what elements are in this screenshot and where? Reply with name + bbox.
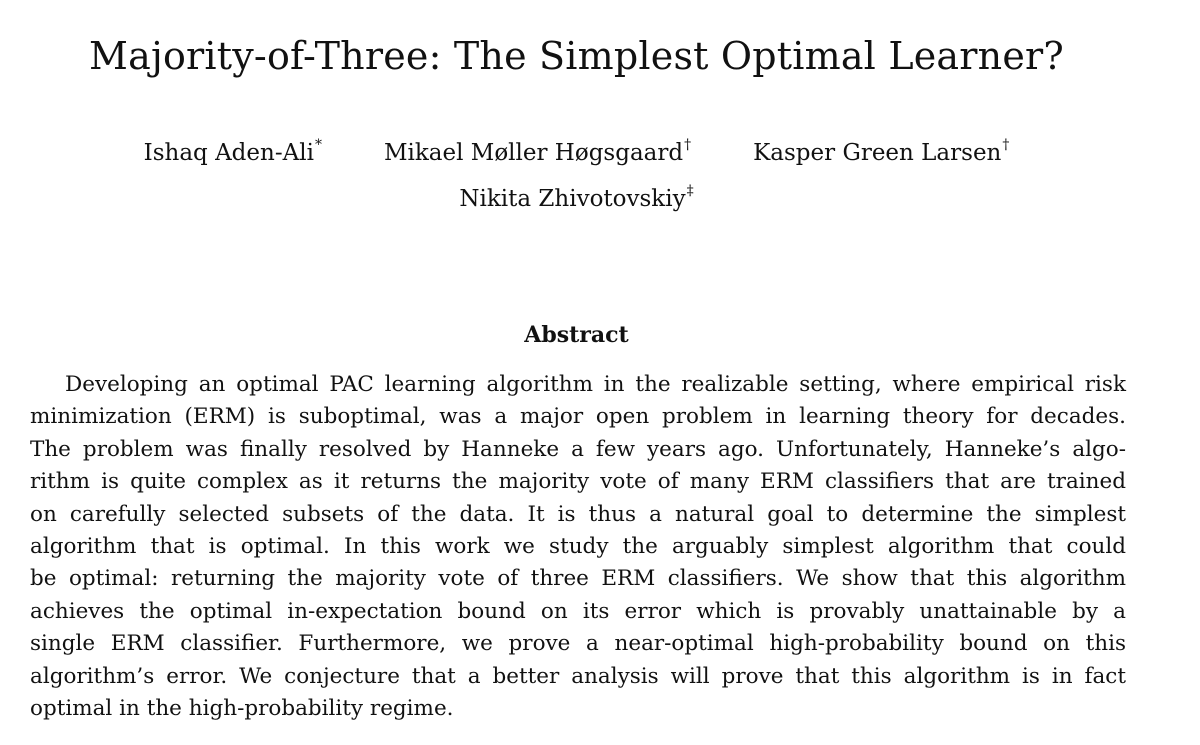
abstract-line: minimization (ERM) is suboptimal, was a major open problem in learning theory for decades.: [30, 404, 1126, 430]
abstract-line: achieves the optimal in-expectation bound on its error which is provably unattainable by a: [30, 598, 1126, 624]
abstract-line: on carefully selected subsets of the data. It is thus a natural goal to determine the simplest: [30, 501, 1126, 527]
author-3: [753, 137, 1010, 166]
affiliation-mark: †: [684, 137, 692, 153]
abstract-body: [30, 369, 1126, 725]
abstract-line: algorithm that is optimal. In this work we study the arguably simplest algorithm that could: [30, 533, 1126, 559]
author-row-first: [0, 137, 1153, 166]
paper-title: Majority-of-Three: The Simplest Optimal Learner?: [89, 34, 1064, 78]
abstract-line: algorithm’s error. We conjecture that a better analysis will prove that this algorithm is in fact: [30, 663, 1126, 689]
abstract-line: single ERM classifier. Furthermore, we prove a near-optimal high-probability bound on this: [30, 631, 1126, 657]
author-name: Nikita Zhivotovskiy: [459, 186, 686, 212]
author-name: Mikael Møller Høgsgaard: [383, 140, 684, 166]
author-row-second: [0, 183, 1153, 212]
author-name: Ishaq Aden-Ali: [143, 140, 314, 166]
abstract-line: optimal in the high-probability regime.: [30, 695, 454, 721]
abstract-heading: Abstract: [524, 322, 629, 348]
abstract-line: Developing an optimal PAC learning algorithm in the realizable setting, where empirical risk: [65, 372, 1126, 397]
author-name: Kasper Green Larsen: [753, 140, 1002, 166]
abstract-line: rithm is quite complex as it returns the majority vote of many ERM classifiers that are trained: [30, 469, 1126, 495]
author-2: [383, 137, 692, 166]
author-list: [0, 137, 1153, 212]
author-1: [143, 137, 322, 166]
affiliation-mark: ‡: [686, 183, 694, 199]
affiliation-mark: †: [1002, 137, 1010, 153]
abstract-line: The problem was finally resolved by Hanneke a few years ago. Unfortunately, Hanneke’s algo-: [30, 436, 1126, 462]
affiliation-mark: *: [314, 137, 322, 153]
abstract-line: be optimal: returning the majority vote of three ERM classifiers. We show that this algorithm: [30, 566, 1126, 592]
author-4: [459, 183, 694, 212]
